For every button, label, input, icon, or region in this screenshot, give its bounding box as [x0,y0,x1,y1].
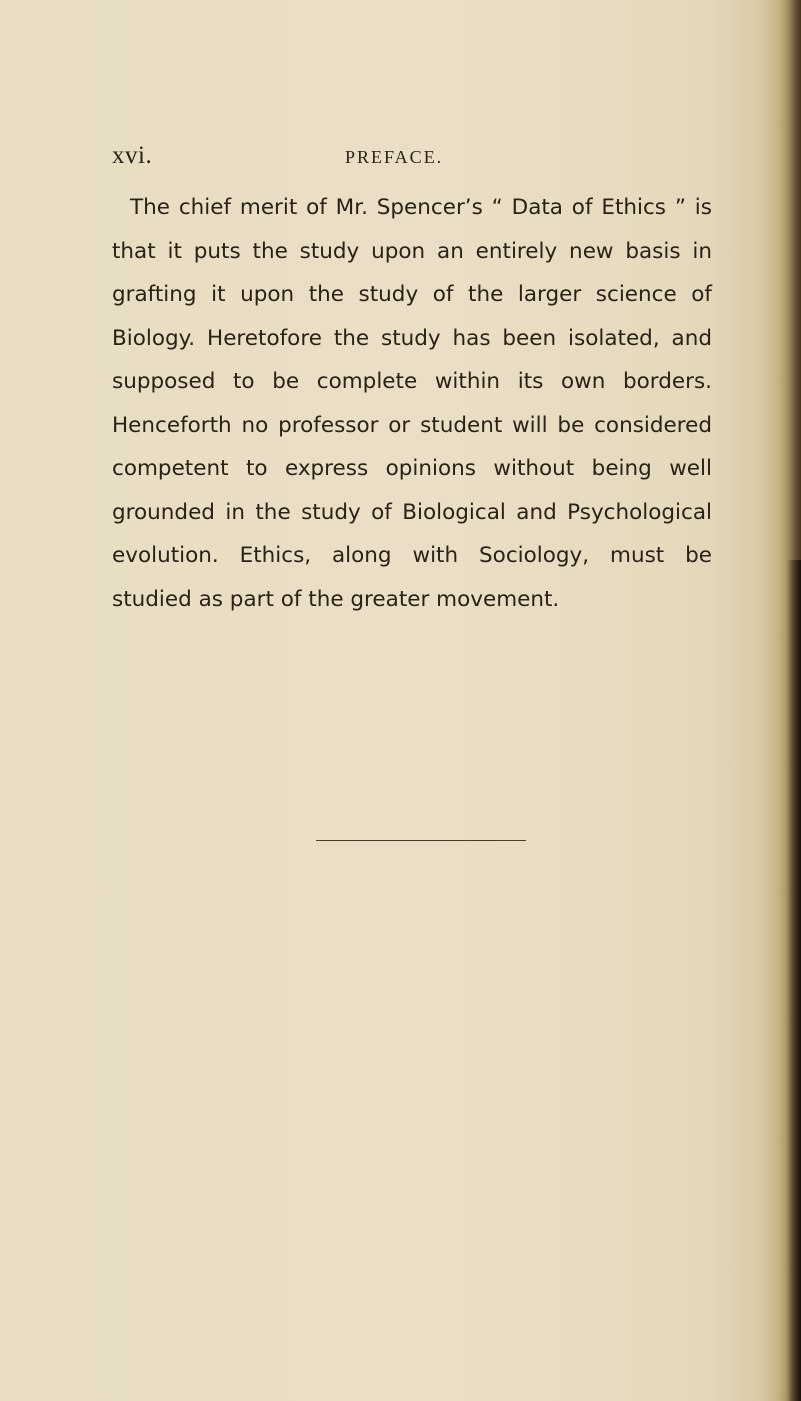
running-head-title: PREFACE. [345,147,444,167]
paragraph: The chief merit of Mr. Spencer’s “ Data of Ethics ” is that it puts the study upon an entirely new basis in grafting it upon the study of the larger science of Biology. Heretofore the study has been isolated, and supposed to be complete within its own borders. Henceforth no professor or student will be considered competent to express opinions without being well grounded in the study of Biological and Psychological evolution. Ethics, along with Sociology, must be studied as part of the greater movement. [112,195,712,612]
section-divider-rule [316,840,526,841]
page-number: xvi. [112,142,153,169]
running-head [112,142,732,172]
body-text [112,186,712,621]
page-edge-shadow-dark [787,560,801,1401]
